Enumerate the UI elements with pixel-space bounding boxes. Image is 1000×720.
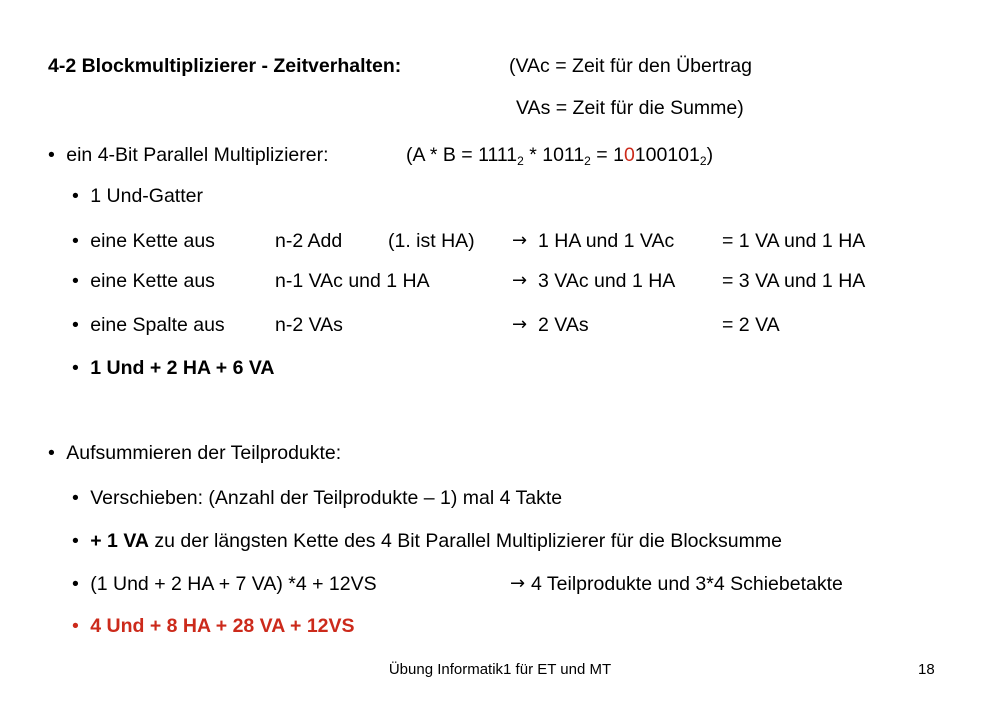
parallel-row xyxy=(48,143,329,167)
bullet: • xyxy=(72,573,79,595)
page-number: 18 xyxy=(918,661,935,678)
item-col4: 2 VAs xyxy=(538,314,589,336)
expr-eq: = 1 xyxy=(590,144,624,166)
list-item xyxy=(72,269,215,293)
list-item xyxy=(72,313,225,337)
item-text-right: 4 Teilprodukte und 3*4 Schiebetakte xyxy=(531,573,843,595)
section2-heading: Aufsummieren der Teilprodukte: xyxy=(66,442,342,464)
item-col4: 1 HA und 1 VAc xyxy=(538,230,675,252)
item-text: 4 Und + 8 HA + 28 VA + 12VS xyxy=(90,615,355,637)
list-item-result xyxy=(72,614,355,638)
arrow-right-icon: → xyxy=(512,270,528,291)
parallel-expression xyxy=(406,143,713,167)
item-col5: = 1 VA und 1 HA xyxy=(722,230,866,252)
expr-sub2: 2 xyxy=(584,154,591,168)
arrow-right-icon: → xyxy=(512,230,528,251)
expr-open: (A * B = 1111 xyxy=(406,144,518,166)
item-col1: eine Kette aus xyxy=(90,270,215,292)
bullet: • xyxy=(72,314,79,336)
item-col5: = 2 VA xyxy=(722,314,780,336)
expr-close: ) xyxy=(706,144,714,166)
bullet: • xyxy=(72,270,79,292)
bullet: • xyxy=(72,185,79,207)
bullet: • xyxy=(72,230,79,252)
item-col5: = 3 VA und 1 HA xyxy=(722,270,866,292)
list-item-summary xyxy=(72,356,274,380)
title-bold: 4-2 Blockmultiplizierer - Zeitverhalten: xyxy=(48,55,402,77)
arrow-right-icon: → xyxy=(510,573,526,594)
item-col3: (1. ist HA) xyxy=(388,230,475,252)
item-col4: 3 VAc und 1 HA xyxy=(538,270,676,292)
bullet: • xyxy=(72,357,79,379)
bullet: • xyxy=(72,615,79,637)
item-col2: n-2 Add xyxy=(275,230,343,252)
footer-center xyxy=(0,661,1000,678)
list-item xyxy=(72,529,782,553)
expr-times: * 1011 xyxy=(523,144,585,166)
list-item xyxy=(72,184,203,208)
item-bold: + 1 VA xyxy=(90,530,149,552)
expr-result: 100101 xyxy=(634,144,700,166)
bullet: • xyxy=(48,144,55,166)
parallel-label: ein 4-Bit Parallel Multiplizierer: xyxy=(66,144,329,166)
item-text: 1 Und + 2 HA + 6 VA xyxy=(90,357,275,379)
expr-sub1: 2 xyxy=(517,154,524,168)
bullet: • xyxy=(72,530,79,552)
expr-red-digit: 0 xyxy=(623,144,635,166)
title-paren1: (VAc = Zeit für den Übertrag xyxy=(509,55,752,77)
list-item xyxy=(72,486,562,510)
bullet: • xyxy=(72,487,79,509)
expr-sub3: 2 xyxy=(699,154,707,168)
title-row xyxy=(48,54,401,78)
bullet: • xyxy=(48,442,55,464)
item-col1: eine Spalte aus xyxy=(90,314,225,336)
list-item xyxy=(72,229,215,253)
item-text: 1 Und-Gatter xyxy=(90,185,203,207)
list-item xyxy=(72,572,377,596)
arrow-right-icon: → xyxy=(512,314,528,335)
title-paren2: VAs = Zeit für die Summe) xyxy=(516,97,744,119)
section2-heading-row xyxy=(48,441,341,465)
item-text: (1 Und + 2 HA + 7 VA) *4 + 12VS xyxy=(90,573,377,595)
item-col1: eine Kette aus xyxy=(90,230,215,252)
item-col2: n-1 VAc und 1 HA xyxy=(275,270,430,292)
item-col2: n-2 VAs xyxy=(275,314,343,336)
footer-text: Übung Informatik1 für ET und MT xyxy=(388,661,612,678)
item-text: Verschieben: (Anzahl der Teilprodukte – 1) mal 4 Takte xyxy=(90,487,563,509)
item-text: zu der längsten Kette des 4 Bit Parallel Multiplizierer für die Blocksumme xyxy=(148,530,782,552)
